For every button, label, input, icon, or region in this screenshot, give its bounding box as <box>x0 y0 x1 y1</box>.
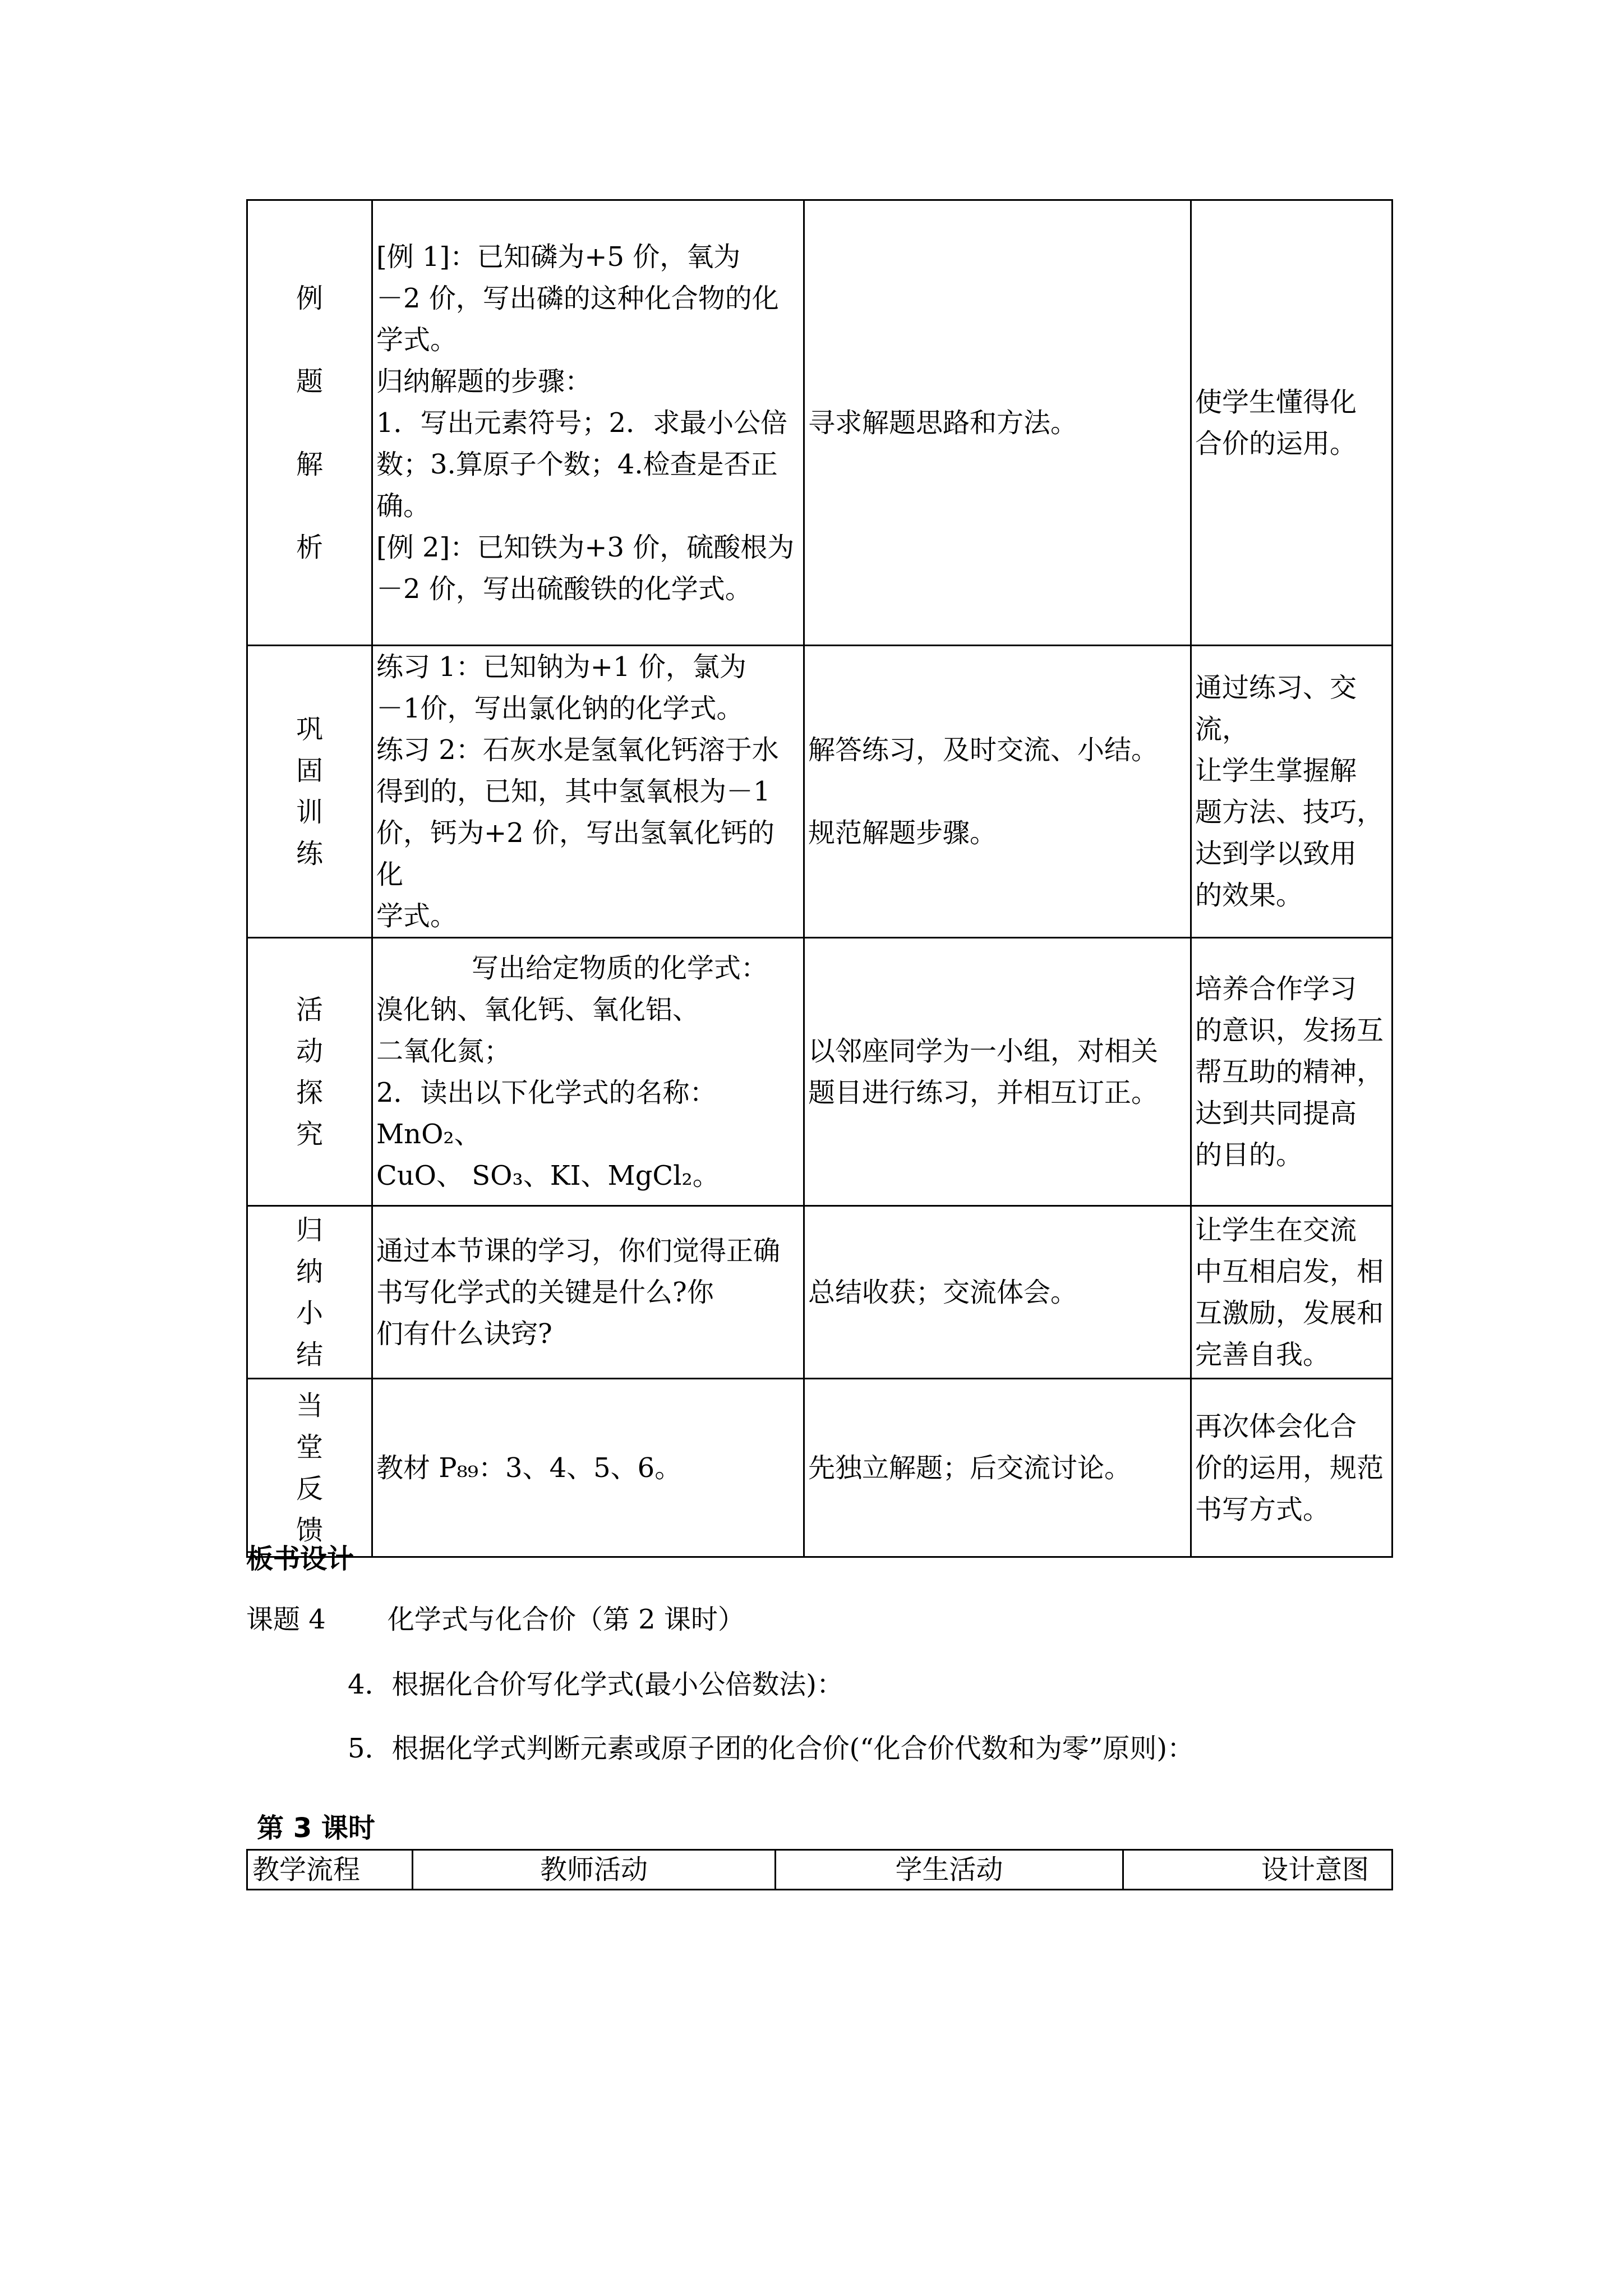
lesson-3-header-table <box>246 1849 1393 1890</box>
topic-title: 化学式与化合价（第 2 课时） <box>387 1604 745 1635</box>
stage-cell: 当 堂 反 馈 <box>247 1379 372 1557</box>
teacher-activity-cell: 练习 1：已知钠为+1 价，氯为 －1价，写出氯化钠的化学式。 练习 2：石灰水是氢氧化钙溶于水 得到的，已知，其中氢氧根为－1 价，钙为+2 价，写出氢氧化钙的化 学式。 <box>372 646 804 938</box>
teacher-activity-cell: 教材 P₈₉：3、4、5、6。 <box>372 1379 804 1557</box>
table-row <box>247 646 1393 938</box>
stage-cell: 归 纳 小 结 <box>247 1206 372 1379</box>
teacher-activity-cell <box>372 938 804 1206</box>
lesson-flow-table <box>246 199 1393 1558</box>
teacher-activity-cell: [例 1]：已知磷为+5 价，氧为 －2 价，写出磷的这种化合物的化 学式。 归纳解题的步骤： 1．写出元素符号；2．求最小公倍 数；3.算原子个数；4.检查是否正 确。 [例 2]：已知铁为+3 价，硫酸根为 －2 价，写出硫酸铁的化学式。 <box>372 200 804 646</box>
board-point-5: 5．根据化学式判断元素或原子团的化合价(“化合价代数和为零”原则)： <box>348 1733 1195 1764</box>
student-activity-cell: 总结收获；交流体会。 <box>804 1206 1191 1379</box>
design-intent-cell: 培养合作学习 的意识，发扬互 帮互助的精神， 达到共同提高 的目的。 <box>1191 938 1393 1206</box>
teacher-activity-cell: 通过本节课的学习，你们觉得正确 书写化学式的关键是什么?你 们有什么诀窍? <box>372 1206 804 1379</box>
student-activity-cell: 以邻座同学为一小组，对相关 题目进行练习，并相互订正。 <box>804 938 1191 1206</box>
exercise-items: 溴化钠、氧化钙、氧化铝、 二氧化氮； 2．读出以下化学式的名称：MnO₂、 CuO、 SO₃、KI、MgCl₂。 <box>376 993 720 1191</box>
stage-cell: 例 题 解 析 <box>247 200 372 646</box>
table-row <box>247 200 1393 646</box>
exercise-prompt: 写出给定物质的化学式： <box>472 952 768 984</box>
header-student: 学生活动 <box>776 1850 1123 1890</box>
student-activity-cell: 先独立解题；后交流讨论。 <box>804 1379 1191 1557</box>
board-point-4: 4．根据化合价写化学式(最小公倍数法)： <box>348 1669 843 1700</box>
design-intent-cell: 通过练习、交流， 让学生掌握解 题方法、技巧， 达到学以致用 的效果。 <box>1191 646 1393 938</box>
lesson-3-title: 第 3 课时 <box>257 1812 375 1844</box>
header-intent: 设计意图 <box>1123 1850 1393 1890</box>
table-row <box>247 938 1393 1206</box>
design-intent-cell: 让学生在交流 中互相启发，相 互激励，发展和 完善自我。 <box>1191 1206 1393 1379</box>
table-row <box>247 1379 1393 1557</box>
board-topic <box>246 1598 745 1636</box>
topic-label: 课题 4 <box>246 1604 326 1635</box>
student-activity-cell: 寻求解题思路和方法。 <box>804 200 1191 646</box>
table-row <box>247 1206 1393 1379</box>
board-design-heading: 板书设计 <box>246 1543 354 1575</box>
design-intent-cell: 使学生懂得化 合价的运用。 <box>1191 200 1393 646</box>
stage-cell: 活 动 探 究 <box>247 938 372 1206</box>
student-activity-cell: 解答练习，及时交流、小结。 规范解题步骤。 <box>804 646 1191 938</box>
design-intent-cell: 再次体会化合 价的运用，规范 书写方式。 <box>1191 1379 1393 1557</box>
header-teacher: 教师活动 <box>413 1850 776 1890</box>
table-header-row <box>247 1850 1393 1890</box>
stage-cell: 巩 固 训 练 <box>247 646 372 938</box>
header-flow: 教学流程 <box>247 1850 413 1890</box>
